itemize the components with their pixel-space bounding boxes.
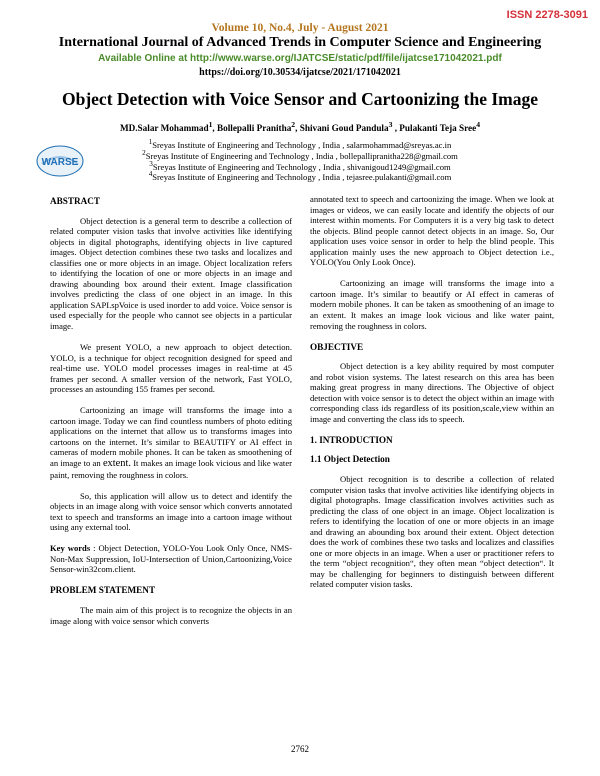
author-name: , Shivani Goud Pandula bbox=[295, 123, 389, 134]
issn-label: ISSN 2278-3091 bbox=[506, 9, 588, 21]
volume-line: Volume 10, No.4, July - August 2021 bbox=[211, 22, 389, 34]
introduction-paragraph: Object recognition is to describe a collection of related computer vision tasks that involve activities like identifying objects in digital photographs. Image classification involves activities such as predicting the class of one object in an image. Object localization is refers to identifying the location of one or more objects in an image and drawing an abounding box around their extent. Object detection does the work of combines these two tasks and localizes and classifies one or more objects in an image. When a user or practitioner refers to the term “object recognition“, they often mean “object detection“. It may be challenging for beginners to distinguish between different related computer vision tasks. bbox=[310, 473, 554, 590]
objective-paragraph: Object detection is a key ability required by most computer and robot vision systems. The latest research on this area has been making great progress in many directions. The Objective of object detection with voice sensor is to detect the object within an image with corresponding class ids regardless of its position,scale,view within an image and converting the class ids to speech. bbox=[310, 361, 554, 424]
abstract-paragraph: We present YOLO, a new approach to object detection. YOLO, is a technique for object recognition designed for speed and real-time use. YOLO model processes images in real-time at 45 frames per second. A smaller version of the network, Fast YOLO, processes an astounding 155 frames per second. bbox=[50, 342, 292, 395]
problem-paragraph: The main aim of this project is to recognize the objects in an image along with voice sensor which converts bbox=[50, 605, 292, 626]
affiliation: $^3$Sreyas Institute of Engineering and Technology , India , shivanigoud1249@gmail.com bbox=[149, 160, 451, 172]
objective-heading: OBJECTIVE bbox=[310, 341, 364, 352]
author-list bbox=[0, 120, 600, 133]
author-name: , Bollepalli Pranitha bbox=[212, 123, 292, 134]
abstract-paragraph: So, this application will allow us to detect and identify the objects in an image along with voice sensor which converts annotated text to speech and transforms an image into a cartoon image without using any external tool. bbox=[50, 490, 292, 533]
author-sup: 4 bbox=[476, 120, 481, 129]
problem-paragraph: Cartoonizing an image will transforms the image into a cartoon image. It’s similar to beautify or AI effect in cameras of modern mobile phones. It can be taken as smoothening of an image to an extent. It makes an image look vicious and like water paint, removing the roughness in colors. bbox=[310, 278, 554, 331]
author-sup: 1 bbox=[208, 120, 213, 129]
left-column bbox=[50, 194, 292, 637]
doi-link[interactable]: https://doi.org/10.30534/ijatcse/2021/171042021 bbox=[199, 67, 401, 78]
right-column bbox=[310, 194, 554, 601]
affiliation: $^2$Sreyas Institute of Engineering and Technology , India , bollepallipranitha228@gmail.com bbox=[142, 149, 458, 161]
problem-paragraph-cont: annotated text to speech and cartoonizing the image. When we look at images or videos, we can easily locate and identify the objects of our interest within moments. For Computers it is a very big task to detect the objects. Blind people cannot detect objects in an image. So, Our application uses voice sensor in order to help the blind people. This application mainly uses the new approach to Object detection i.e., YOLO(You Only Look Once). bbox=[310, 194, 554, 268]
abstract-paragraph: Object detection is a general term to describe a collection of related computer vision tasks that involve activities like identifying objects in digital photographs, identifying objects in live captured images. Object detection combines these two tasks and localizes and classifies one or more objects in an image. Object localization refers to identifying the location of one or more objects in an image and drawing abounding box around their extent. Image classification involves predicting the class of one object in an image. In this application SAPI.spVoice is used inorder to add voice. Voice sensor is used especially for the people who cannot see objects in a particular image. bbox=[50, 215, 292, 332]
author-sup: 2 bbox=[291, 120, 296, 129]
author-name: MD.Salar Mohammad bbox=[119, 123, 209, 134]
author-name: , Pulakanti Teja Sree bbox=[392, 123, 477, 134]
abstract-paragraph: Cartoonizing an image will transforms the image into a cartoon image. Today we can find countless numbers of photo editing applications on the internet that allow us to transforms images into cartoons on the internet. It’s similar to BEAUTIFY or AI effect in cameras of modern mobile phones. It can be taken as smoothening of an image to an extent. It makes an image look vicious and like water paint, removing the roughness in colors. bbox=[50, 405, 292, 480]
paper-title: Object Detection with Voice Sensor and Cartoonizing the Image bbox=[61, 89, 539, 109]
online-url-link[interactable]: Available Online at http://www.warse.org/IJATCSE/static/pdf/file/ijatcse171042021.pdf bbox=[98, 53, 502, 64]
logo-text: WARSE bbox=[41, 157, 79, 168]
author-sup: 3 bbox=[388, 120, 393, 129]
journal-name: International Journal of Advanced Trends in Computer Science and Engineering bbox=[58, 35, 542, 50]
object-detection-subheading: 1.1 Object Detection bbox=[310, 454, 390, 465]
abstract-heading: ABSTRACT bbox=[50, 196, 101, 206]
keywords: Key words : Object Detection, YOLO-You Look Only Once, NMS- Non-Max Suppression, IoU-Intersection of Union,Cartoonizing,Voice Sensor-win32com.client. bbox=[50, 543, 293, 575]
page-number: 2762 bbox=[291, 744, 309, 754]
introduction-heading: 1. INTRODUCTION bbox=[310, 434, 393, 445]
affiliation: $^1$Sreyas Institute of Engineering and Technology , India , salarmohammad@sreyas.ac.in bbox=[148, 138, 452, 150]
affiliation: $^4$Sreyas Institute of Engineering and Technology , India , tejasree.pulakanti@gmail.com bbox=[148, 170, 452, 182]
problem-statement-heading: PROBLEM STATEMENT bbox=[50, 585, 156, 596]
